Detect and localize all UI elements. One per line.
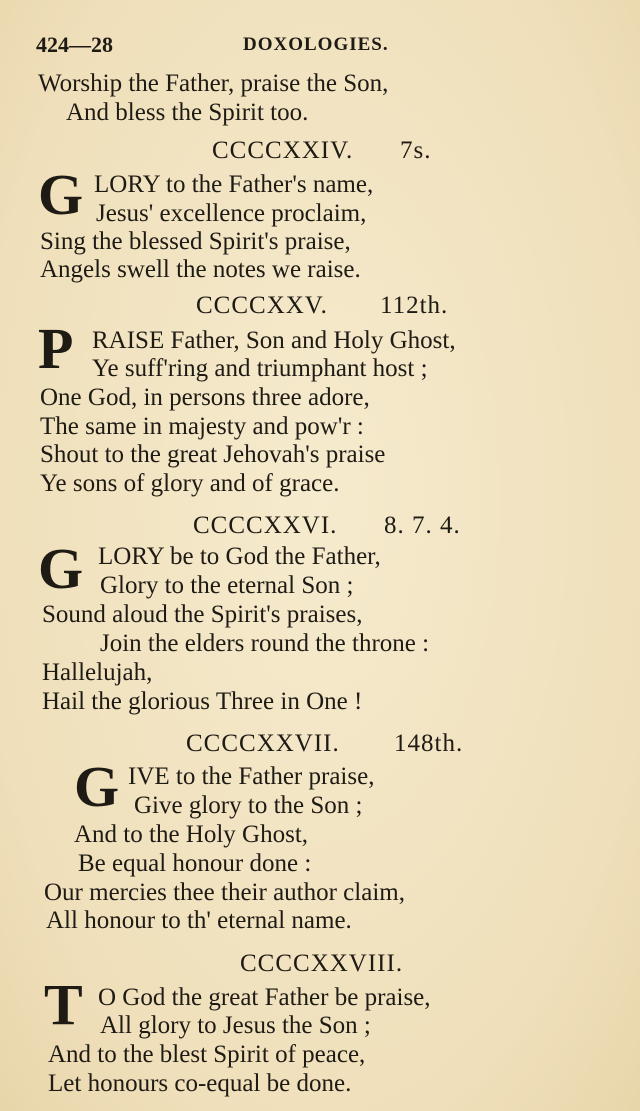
verse-line: All honour to th' eternal name. (46, 907, 352, 934)
verse-line: And to the blest Spirit of peace, (48, 1041, 366, 1068)
verse-line: Hallelujah, (42, 659, 153, 686)
verse-line: Glory to the eternal Son ; (100, 572, 354, 599)
verse-line: Be equal honour done : (78, 850, 312, 877)
page-number: 424—28 (36, 32, 113, 57)
running-title: DOXOLOGIES. (243, 34, 389, 55)
verse-line: Angels swell the notes we raise. (40, 256, 361, 283)
verse-line: The same in majesty and pow'r : (40, 413, 364, 440)
verse-line: One God, in persons three adore, (40, 384, 370, 411)
verse-line: Ye suff'ring and triumphant host ; (92, 355, 428, 382)
hymn-meter: 8. 7. 4. (384, 512, 461, 539)
verse-line: IVE to the Father praise, (128, 763, 375, 790)
hymn-meter: 112th. (380, 292, 449, 319)
drop-cap: T (44, 972, 83, 1037)
verse-line: All glory to Jesus the Son ; (100, 1012, 371, 1039)
verse-line: And to the Holy Ghost, (74, 821, 309, 848)
verse-line: Join the elders round the throne : (100, 630, 430, 657)
verse-line: Shout to the great Jehovah's praise (40, 441, 386, 468)
verse-line: Give glory to the Son ; (134, 792, 363, 819)
verse-line: LORY to the Father's name, (94, 171, 374, 198)
drop-cap: G (74, 754, 120, 819)
verse-line: Worship the Father, praise the Son, (38, 70, 389, 97)
hymn-number: CCCCXXVI. (193, 512, 338, 539)
hymn-meter: 7s. (400, 137, 432, 164)
verse-line: O God the great Father be praise, (98, 984, 431, 1011)
hymn-number: CCCCXXIV. (212, 137, 354, 164)
drop-cap: G (38, 536, 84, 601)
verse-line: Sound aloud the Spirit's praises, (42, 601, 363, 628)
verse-line: Hail the glorious Three in One ! (42, 688, 363, 715)
hymn-number: CCCCXXVII. (186, 730, 340, 757)
verse-line: Let honours co-equal be done. (48, 1070, 352, 1097)
verse-line: Sing the blessed Spirit's praise, (40, 228, 351, 255)
verse-line: Jesus' excellence proclaim, (96, 200, 367, 227)
verse-line: And bless the Spirit too. (66, 99, 309, 126)
drop-cap: P (38, 316, 74, 381)
verse-line: LORY be to God the Father, (98, 543, 381, 570)
verse-line: Our mercies thee their author claim, (44, 879, 405, 906)
hymn-number: CCCCXXV. (196, 292, 328, 319)
drop-cap: G (38, 162, 84, 227)
hymn-number: CCCCXXVIII. (240, 950, 404, 977)
verse-line: Ye sons of glory and of grace. (40, 470, 340, 497)
hymn-meter: 148th. (394, 730, 464, 757)
verse-line: RAISE Father, Son and Holy Ghost, (92, 327, 456, 354)
